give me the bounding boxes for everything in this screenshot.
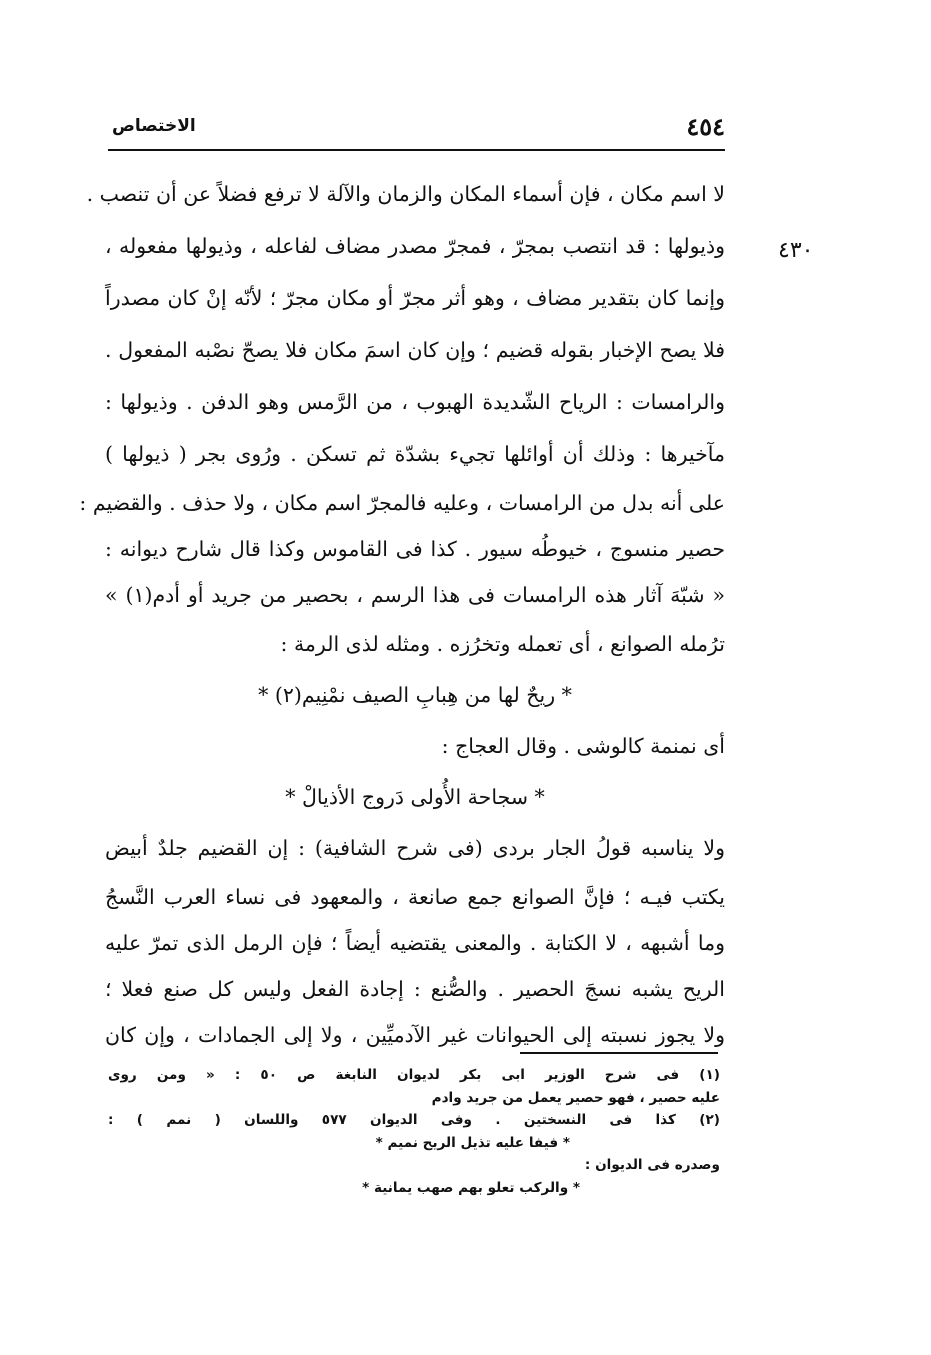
text-line: ترُمله الصوانع ، أى تعمله وتخرُزه . ومثله لذى الرمة :	[280, 632, 725, 656]
footnotes	[108, 1064, 720, 1199]
text-line: فلا يصح الإخبار بقوله قضيم ؛ وإن كان اسمَ مكان فلا يصحّ نصْبه المفعول .	[105, 338, 725, 362]
text-line: « شبّهَ آثار هذه الرامسات فى هذا الرسم ، بحصير من جريد أو أدم(١) »	[105, 583, 725, 607]
footnote-line: عليه حصير ، فهو حصير يعمل من جريد وادم	[431, 1089, 720, 1106]
footnote-line: (١) فى شرح الوزير ابى بكر لديوان النابغة ص ٥٠ : « ومن روى	[108, 1067, 720, 1083]
verse-line: * ريحٌ لها من هِبابِ الصيف نمْنِيم(٢) *	[258, 683, 572, 707]
text-line: ولا يناسبه قولُ الجار بردى (فى شرح الشافية) : إن القضيم جلدٌ أبيض	[105, 836, 725, 860]
text-line: مآخيرها : وذلك أن أوائلها تجيء بشدّة ثم تسكن . ورُوى بجر ( ذيولها )	[105, 442, 725, 466]
running-header-title: الاختصاص	[112, 116, 196, 136]
text-line: وإنما كان بتقدير مضاف ، وهو أثر مجرّ أو مكان مجرّ ؛ لأنّه إنْ كان مصدراً	[105, 286, 725, 310]
text-line: أى نمنمة كالوشى . وقال العجاج :	[441, 734, 725, 758]
margin-verse-number: ٤٣٠	[778, 238, 814, 263]
text-line: يكتب فيـه ؛ فإنَّ الصوانع جمع صانعة ، والمعهود فى نساء العرب النَّسجُ	[105, 885, 725, 909]
page-number: ٤٥٤	[686, 112, 725, 141]
text-line: ولا يجوز نسبته إلى الحيوانات غير الآدميِّين ، ولا إلى الجمادات ، وإن كان	[105, 1023, 725, 1047]
footnote-line: * فيفا عليه تذيل الريح نميم *	[375, 1134, 570, 1151]
text-line: الريح يشبه نسجَ الحصير . والصُّنع : إجادة الفعل وليس كل صنع فعلا ؛	[105, 977, 725, 1001]
text-line: وما أشبهه ، لا الكتابة . والمعنى يقتضيه أيضاً ؛ فإن الرمل الذى تمرّ عليه	[105, 931, 725, 955]
footnote-line: (٢) كذا فى النسختين . وفى الديوان ٥٧٧ واللسان ( نمم ) :	[108, 1112, 720, 1128]
footnote-line: * والركب تعلو بهم صهب يمانية *	[362, 1179, 580, 1196]
text-line: على أنه بدل من الرامسات ، وعليه فالمجرّ اسم مكان ، ولا حذف . والقضيم :	[79, 491, 725, 515]
main-text	[79, 168, 725, 1058]
text-line: لا اسم مكان ، فإن أسماء المكان والزمان والآلة لا ترفع فضلاً عن أن تنصب .	[86, 182, 725, 206]
footnote-divider	[520, 1052, 718, 1054]
text-line: والرامسات : الرياح الشّديدة الهبوب ، من الرَّمس وهو الدفن . وذيولها :	[105, 390, 725, 414]
footnote-line: وصدره فى الديوان :	[584, 1157, 720, 1173]
header-divider	[108, 149, 725, 151]
text-line: وذيولها : قد انتصب بمجرّ ، فمجرّ مصدر مضاف لفاعله ، وذيولها مفعوله ،	[105, 234, 725, 258]
verse-line: * سجاحة الأُولى دَروج الأذيالْ *	[285, 785, 545, 809]
text-line: حصير منسوج ، خيوطُه سيور . كذا فى القاموس وكذا قال شارح ديوانه :	[105, 537, 725, 561]
